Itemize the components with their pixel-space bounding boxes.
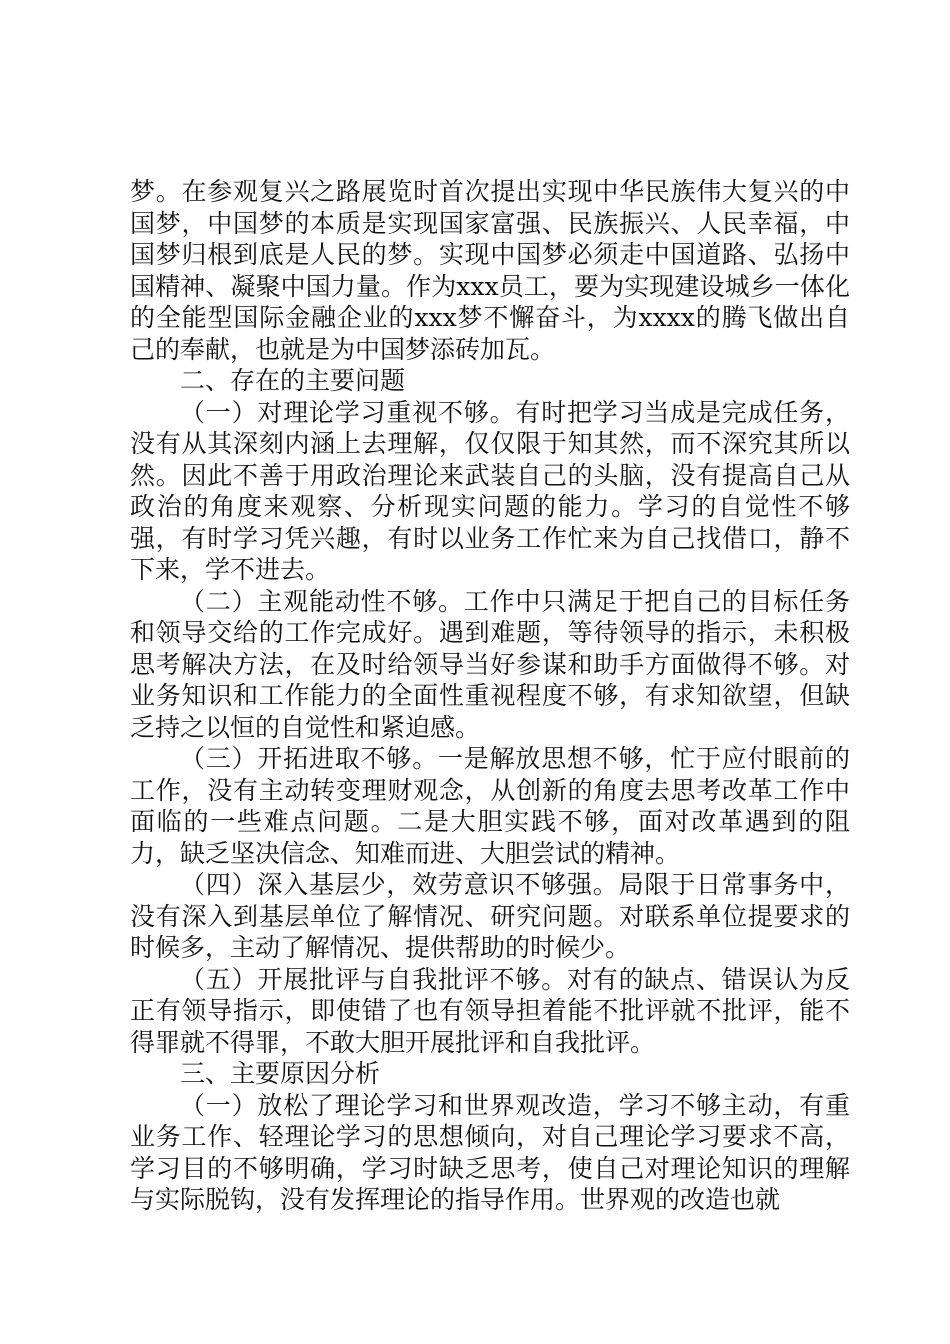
paragraph-problem-1: （一）对理论学习重视不够。有时把学习当成是完成任务，没有从其深刻内涵上去理解，仅仅限于知其然，而不深究其所以然。因此不善于用政治理论来武装自己的头脑，没有提高自己从政治的角度来观察、分析现实问题的能力。学习的自觉性不够强，有时学习凭兴趣，有时以业务工作忙来为自己找借口，静不下来，学不进去。: [130, 397, 850, 584]
section-heading-causes: 三、主要原因分析: [180, 1059, 381, 1088]
paragraph-problem-4: （四）深入基层少，效劳意识不够强。局限于日常事务中，没有深入到基层单位了解情况、研究问题。对联系单位提要求的时候多，主动了解情况、提供帮助的时候少。: [130, 870, 850, 962]
paragraph-continuation: 梦。在参观复兴之路展览时首次提出实现中华民族伟大复兴的中国梦，中国梦的本质是实现国家富强、民族振兴、人民幸福，中国梦归根到底是人民的梦。实现中国梦必须走中国道路、弘扬中国精神、凝聚中国力量。作为xxx员工，要为实现建设城乡一体化的全能型国际金融企业的xxx梦不懈奋斗，为xxxx的腾飞做出自己的奉献，也就是为中国梦添砖加瓦。: [130, 177, 850, 364]
paragraph-problem-3: （三）开拓进取不够。一是解放思想不够，忙于应付眼前的工作，没有主动转变理财观念，从创新的角度去思考改革工作中面临的一些难点问题。二是大胆实践不够，面对改革遇到的阻力，缺乏坚决信念、知难而进、大胆尝试的精神。: [130, 744, 850, 868]
paragraph-cause-1: （一）放松了理论学习和世界观改造，学习不够主动，有重业务工作、轻理论学习的思想倾向，对自己理论学习要求不高，学习目的不够明确，学习时缺乏思考，使自己对理论知识的理解与实际脱钩，没有发挥理论的指导作用。世界观的改造也就: [130, 1090, 850, 1214]
document-body: [130, 176, 850, 1216]
paragraph-problem-2: （二）主观能动性不够。工作中只满足于把自己的目标任务和领导交给的工作完成好。遇到难题，等待领导的指示，未积极思考解决方法，在及时给领导当好参谋和助手方面做得不够。对业务知识和工作能力的全面性重视程度不够，有求知欲望，但缺乏持之以恒的自觉性和紧迫感。: [130, 586, 850, 742]
section-heading-problems: 二、存在的主要问题: [180, 366, 406, 395]
paragraph-problem-5: （五）开展批评与自我批评不够。对有的缺点、错误认为反正有领导指示，即使错了也有领导担着能不批评就不批评，能不得罪就不得罪，不敢大胆开展批评和自我批评。: [130, 964, 850, 1057]
